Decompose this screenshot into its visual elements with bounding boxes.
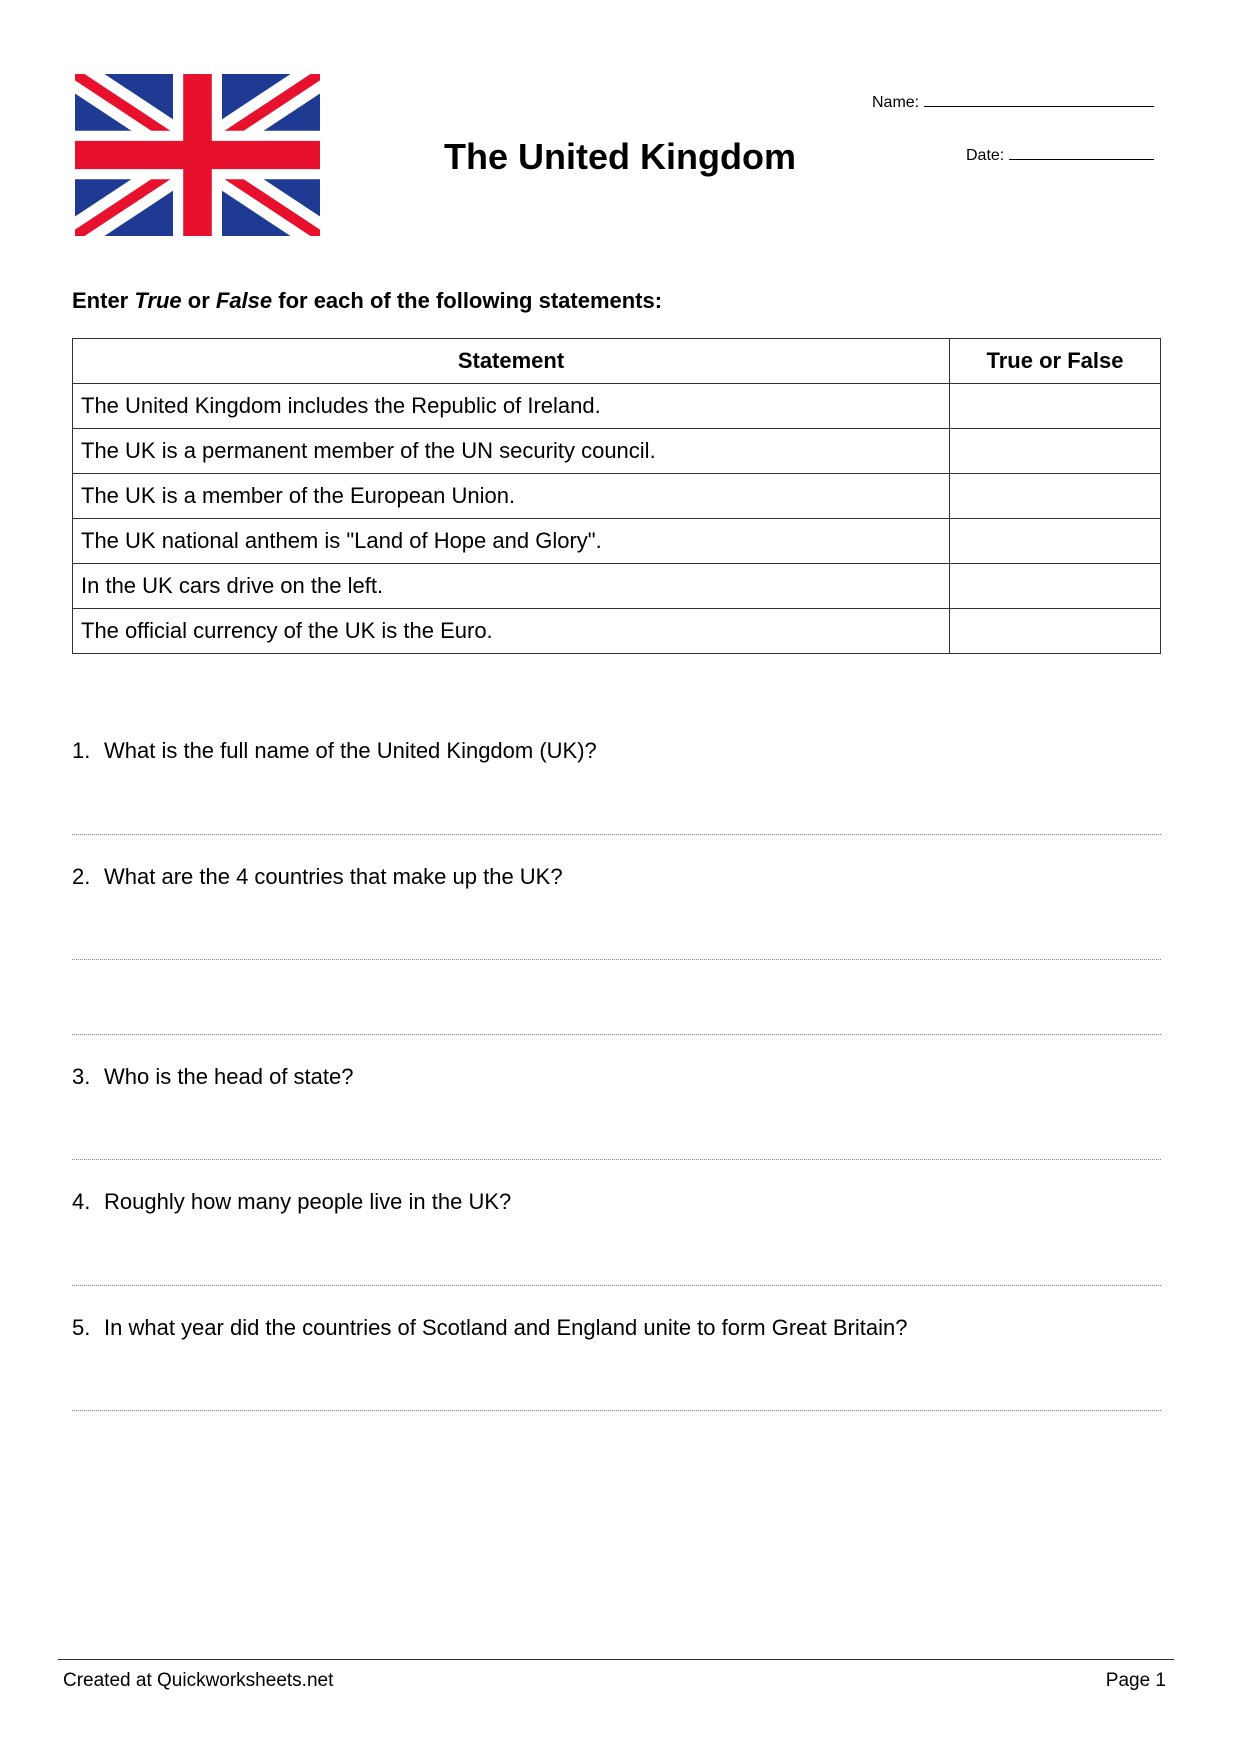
answer-line[interactable] — [72, 1410, 1161, 1411]
table-row — [73, 609, 1161, 654]
name-field[interactable] — [872, 92, 1154, 112]
footer-credit: Created at Quickworksheets.net — [63, 1670, 334, 1691]
instructions-suffix: for each of the following statements: — [272, 288, 663, 313]
statement-cell: In the UK cars drive on the left. — [73, 564, 950, 609]
instructions-true: True — [134, 288, 182, 313]
question-number: 5. — [72, 1315, 91, 1340]
name-label: Name: — [872, 94, 920, 111]
question-number: 2. — [72, 864, 91, 889]
name-blank[interactable] — [924, 92, 1154, 107]
question-1 — [72, 738, 597, 764]
date-blank[interactable] — [1009, 145, 1154, 160]
instructions-prefix: Enter — [72, 288, 135, 313]
answer-cell[interactable] — [950, 564, 1161, 609]
answer-line[interactable] — [72, 1034, 1161, 1035]
true-false-table — [72, 338, 1161, 654]
table-row — [73, 564, 1161, 609]
instructions-false: False — [215, 288, 273, 313]
question-text: What are the 4 countries that make up the UK? — [104, 864, 563, 889]
answer-cell[interactable] — [950, 429, 1161, 474]
table-row — [73, 429, 1161, 474]
answer-cell[interactable] — [950, 384, 1161, 429]
true-false-header: True or False — [950, 339, 1161, 384]
statement-cell: The UK is a permanent member of the UN security council. — [73, 429, 950, 474]
answer-cell[interactable] — [950, 474, 1161, 519]
question-number: 3. — [72, 1064, 91, 1089]
page-number: Page 1 — [1105, 1670, 1166, 1691]
statement-cell: The UK is a member of the European Union. — [73, 474, 950, 519]
date-label: Date: — [966, 147, 1005, 164]
answer-line[interactable] — [72, 834, 1161, 835]
question-5 — [72, 1315, 907, 1341]
statement-cell: The official currency of the UK is the Euro. — [73, 609, 950, 654]
answer-line[interactable] — [72, 959, 1161, 960]
statement-cell: The UK national anthem is "Land of Hope and Glory". — [73, 519, 950, 564]
page-title: The United Kingdom — [444, 136, 796, 177]
table-row — [73, 384, 1161, 429]
statement-cell: The United Kingdom includes the Republic of Ireland. — [73, 384, 950, 429]
question-number: 4. — [72, 1189, 91, 1214]
answer-line[interactable] — [72, 1159, 1161, 1160]
question-number: 1. — [72, 738, 91, 763]
date-field[interactable] — [966, 145, 1154, 165]
instructions — [72, 288, 662, 314]
question-text: Roughly how many people live in the UK? — [104, 1189, 512, 1214]
table-row — [73, 474, 1161, 519]
question-3 — [72, 1064, 354, 1090]
statement-header: Statement — [73, 339, 950, 384]
question-text: In what year did the countries of Scotland and England unite to form Great Britain? — [104, 1315, 908, 1340]
question-text: What is the full name of the United Kingdom (UK)? — [104, 738, 597, 763]
question-text: Who is the head of state? — [104, 1064, 354, 1089]
question-4 — [72, 1189, 511, 1215]
question-2 — [72, 864, 563, 890]
table-row — [73, 519, 1161, 564]
instructions-or: or — [181, 288, 216, 313]
answer-cell[interactable] — [950, 519, 1161, 564]
answer-line[interactable] — [72, 1285, 1161, 1286]
table-header-row — [73, 339, 1161, 384]
footer-divider — [58, 1659, 1174, 1660]
union-jack-flag-icon — [75, 74, 320, 236]
answer-cell[interactable] — [950, 609, 1161, 654]
